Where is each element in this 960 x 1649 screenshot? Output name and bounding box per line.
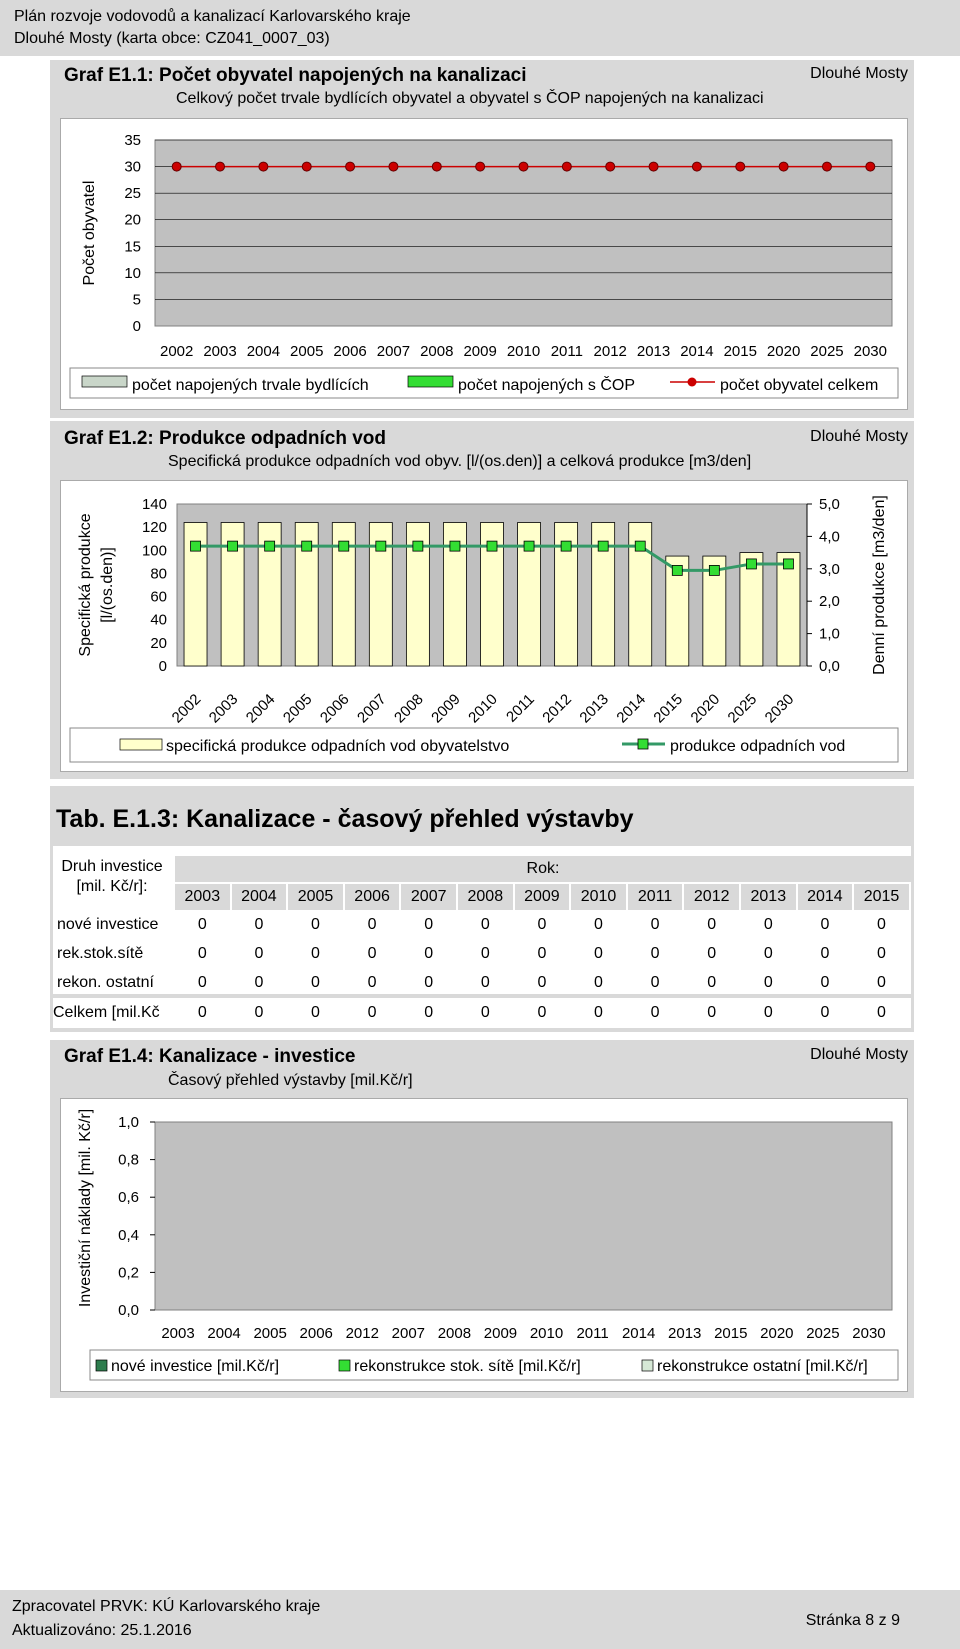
chart1-x-tick-label: 2020 — [766, 343, 801, 360]
chart1-y-tick-label: 35 — [124, 132, 141, 149]
chart2-x-tick-label: 2007 — [354, 690, 390, 727]
chart2-x-tick-label: 2025 — [724, 690, 761, 727]
chart4-x-tick-label: 2025 — [806, 1325, 840, 1342]
chart2-y-tick-label: 80 — [150, 565, 167, 583]
chart1-data-point — [302, 162, 311, 171]
table-cell: 0 — [254, 974, 264, 991]
chart4-subtitle: Časový přehled výstavby [mil.Kč/r] — [168, 1072, 413, 1089]
chart1-x-tick-label: 2015 — [723, 343, 757, 360]
chart2-data-point — [635, 541, 645, 551]
chart4-y-tick-label: 0,2 — [118, 1264, 139, 1282]
chart2-y-tick-label: 120 — [141, 519, 167, 537]
chart2-bar — [740, 553, 763, 666]
chart2-data-point — [302, 541, 312, 551]
chart4-y-tick-label: 0,8 — [118, 1151, 139, 1169]
chart1-data-point — [692, 162, 701, 171]
chart1-legend-label-2: počet napojených s ČOP — [458, 377, 635, 394]
table-total-separator — [53, 994, 911, 998]
chart4-x-tick-label: 2030 — [852, 1325, 886, 1342]
chart4-x-tick-label: 2020 — [760, 1325, 794, 1342]
table-row-label: nové investice — [57, 916, 159, 933]
header-subtitle: Dlouhé Mosty (karta obce: CZ041_0007_03) — [14, 30, 330, 47]
chart2-legend-label-1: specifická produkce odpadních vod obyvatelstvo — [166, 738, 510, 755]
table-cell: 0 — [367, 974, 377, 991]
table-row-label: rek.stok.sítě — [57, 945, 144, 962]
chart2-x-tick-label: 2006 — [316, 690, 353, 727]
table-cell: 0 — [424, 916, 434, 933]
chart1-x-tick-label: 2007 — [376, 343, 411, 360]
chart2-x-tick-label: 2010 — [465, 690, 501, 727]
chart2-y-tick-label: 40 — [150, 611, 167, 629]
chart4-x-tick-label: 2007 — [391, 1325, 426, 1342]
chart2-subtitle: Specifická produkce odpadních vod obyv. [l/(os.den)] a celková produkce [m3/den] — [168, 453, 752, 470]
table-total-cell: 0 — [480, 1004, 490, 1021]
table-total-cell: 0 — [877, 1004, 886, 1021]
table-cell: 0 — [424, 945, 434, 962]
chart2-y-axis-label-2: [l/(os.den)] — [99, 547, 116, 623]
chart1-town: Dlouhé Mosty — [810, 65, 908, 82]
table-year-header: 2006 — [345, 884, 400, 910]
table-title: Tab. E.1.3: Kanalizace - časový přehled výstavby — [56, 805, 634, 833]
chart4-legend-swatch-3 — [642, 1360, 653, 1371]
chart2-data-point — [709, 565, 719, 575]
table-cell: 0 — [707, 916, 717, 933]
table-cell: 0 — [367, 916, 377, 933]
table-total-cell: 0 — [707, 1004, 717, 1021]
table-cell: 0 — [311, 916, 320, 933]
chart4-town: Dlouhé Mosty — [810, 1046, 908, 1063]
chart2-x-tick-label: 2004 — [242, 690, 279, 727]
table-cell: 0 — [424, 974, 434, 991]
chart2-data-point — [228, 541, 238, 551]
chart4-x-tick-label: 2011 — [576, 1325, 609, 1342]
chart4-x-tick-label: 2005 — [253, 1325, 287, 1342]
chart2-title: Graf E1.2: Produkce odpadních vod — [64, 428, 387, 449]
table-cell: 0 — [594, 916, 603, 933]
chart2-x-tick-label: 2005 — [279, 690, 316, 727]
chart1-legend-label-3: počet obyvatel celkem — [720, 377, 879, 394]
chart1-y-tick-label: 5 — [132, 291, 141, 309]
table-row-label: rekon. ostatní — [57, 974, 154, 991]
chart2-y2-tick-label: 5,0 — [819, 496, 840, 513]
chart4-legend-label-1: nové investice [mil.Kč/r] — [111, 1358, 280, 1375]
chart1-x-tick-label: 2010 — [506, 343, 541, 360]
chart2-data-point — [672, 565, 682, 575]
table-cell: 0 — [311, 945, 320, 962]
chart2-y2-tick-label: 2,0 — [819, 593, 840, 611]
chart2-data-point — [598, 541, 608, 551]
chart2-x-tick-label: 2013 — [576, 690, 613, 727]
chart2-y2-tick-label: 4,0 — [819, 528, 840, 546]
table-year-header: 2013 — [741, 884, 796, 910]
table-cell: 0 — [594, 945, 603, 962]
chart1-y-axis-label: Počet obyvatel — [81, 180, 98, 286]
chart4-legend-swatch-1 — [96, 1360, 107, 1371]
chart1-legend-swatch-2 — [408, 376, 453, 387]
table-year-header: 2012 — [684, 884, 739, 910]
chart4-x-tick-label: 2012 — [345, 1325, 379, 1342]
table-cell: 0 — [367, 945, 377, 962]
chart1-data-point — [259, 162, 268, 171]
chart2-town: Dlouhé Mosty — [810, 428, 908, 445]
chart2-svg — [60, 480, 906, 770]
chart2-x-tick-label: 2014 — [613, 690, 650, 727]
chart1-data-point — [346, 162, 355, 171]
table-total-cell: 0 — [197, 1004, 207, 1021]
chart2-x-tick-label: 2020 — [687, 690, 724, 727]
table-cell: 0 — [197, 916, 207, 933]
table-cell: 0 — [820, 916, 830, 933]
chart4-x-tick-label: 2010 — [529, 1325, 564, 1342]
chart1-x-tick-label: 2006 — [333, 343, 367, 360]
chart2-y2-tick-label: 1,0 — [819, 625, 840, 643]
chart2-data-point — [339, 541, 349, 551]
table-cell: 0 — [650, 974, 660, 991]
table-year-header: 2009 — [515, 884, 570, 910]
chart1-title: Graf E1.1: Počet obyvatel napojených na kanalizaci — [64, 65, 527, 86]
chart4-y-tick-label: 0,4 — [118, 1226, 139, 1244]
chart4-x-tick-label: 2003 — [161, 1325, 195, 1342]
chart1-subtitle: Celkový počet trvale bydlících obyvatel a obyvatel s ČOP napojených na kanalizaci — [176, 90, 764, 107]
chart1-data-point — [476, 162, 485, 171]
chart2-data-point — [561, 541, 571, 551]
chart1-data-point — [736, 162, 745, 171]
chart1-y-tick-label: 15 — [124, 238, 141, 256]
chart4-x-tick-label: 2013 — [668, 1325, 702, 1342]
table-year-header: 2008 — [458, 884, 513, 910]
chart2-y-tick-label: 60 — [150, 588, 167, 606]
chart2-data-point — [376, 541, 386, 551]
chart1-x-tick-label: 2013 — [636, 343, 671, 360]
table-total-cell: 0 — [650, 1004, 660, 1021]
header-title: Plán rozvoje vodovodů a kanalizací Karlovarského kraje — [14, 8, 411, 25]
table-cell: 0 — [311, 974, 320, 991]
chart2-data-point — [450, 541, 460, 551]
table-total-cell: 0 — [254, 1004, 264, 1021]
chart1-legend-label-1: počet napojených trvale bydlících — [132, 377, 369, 394]
chart1-x-tick-label: 2004 — [246, 343, 281, 360]
chart1-x-tick-label: 2030 — [853, 343, 888, 360]
chart4-x-tick-label: 2015 — [714, 1325, 748, 1342]
chart4-legend-swatch-2 — [339, 1360, 350, 1371]
chart2-y-tick-label: 100 — [141, 542, 167, 560]
table-cell: 0 — [820, 974, 830, 991]
table-total-cell: 0 — [367, 1004, 377, 1021]
chart4-x-tick-label: 2009 — [483, 1325, 518, 1342]
chart1-data-point — [822, 162, 831, 171]
chart2-x-tick-label: 2030 — [761, 690, 798, 727]
chart2-x-tick-label: 2011 — [503, 690, 538, 726]
chart2-y-tick-label: 20 — [150, 634, 167, 652]
table-cell: 0 — [763, 974, 773, 991]
table-cell: 0 — [877, 974, 886, 991]
table-cell: 0 — [650, 945, 660, 962]
chart4-x-tick-label: 2014 — [621, 1325, 656, 1342]
chart2-data-point — [191, 541, 201, 551]
chart4-plot-area — [155, 1122, 892, 1310]
chart1-data-point — [779, 162, 788, 171]
table-year-header: 2015 — [854, 884, 909, 910]
chart2-y2-axis-label: Denní produkce [m3/den] — [871, 495, 888, 675]
page-header — [0, 0, 960, 56]
table-total-cell: 0 — [537, 1004, 547, 1021]
chart4-legend-label-2: rekonstrukce stok. sítě [mil.Kč/r] — [354, 1358, 581, 1375]
chart2-legend-swatch-1 — [120, 739, 162, 750]
table-cell: 0 — [480, 974, 490, 991]
chart1-legend-swatch-1 — [82, 376, 127, 387]
table-year-header: 2007 — [401, 884, 456, 910]
chart1-legend-marker-3 — [688, 378, 697, 387]
table-year-header: 2011 — [628, 884, 683, 910]
table-cell: 0 — [707, 974, 717, 991]
chart2-x-tick-label: 2002 — [168, 690, 205, 727]
chart2-y-tick-label: 0 — [158, 658, 167, 675]
chart1-x-tick-label: 2014 — [680, 343, 714, 360]
chart1-data-point — [432, 162, 441, 171]
chart1-y-tick-label: 30 — [124, 158, 141, 176]
chart4-y-tick-label: 0,0 — [118, 1302, 139, 1319]
table-cell: 0 — [254, 945, 264, 962]
table-year-header: 2003 — [175, 884, 230, 910]
table-cell: 0 — [763, 916, 773, 933]
table-total-cell: 0 — [311, 1004, 320, 1021]
chart2-y-tick-label: 140 — [141, 496, 167, 513]
table-total-cell: 0 — [594, 1004, 603, 1021]
page-footer — [0, 1590, 960, 1649]
table-year-header: 2005 — [288, 884, 343, 910]
chart1-data-point — [866, 162, 875, 171]
footer-updated: Aktualizováno: 25.1.2016 — [12, 1622, 192, 1639]
table-total-label: Celkem [mil.Kč — [53, 1004, 160, 1021]
chart1-data-point — [606, 162, 615, 171]
chart4-x-tick-label: 2004 — [207, 1325, 241, 1342]
chart2-data-point — [487, 541, 497, 551]
investment-table — [53, 856, 911, 1026]
chart2-legend-label-2: produkce odpadních vod — [670, 738, 846, 755]
chart1-x-tick-label: 2011 — [550, 343, 583, 360]
chart1-x-tick-label: 2009 — [463, 343, 497, 360]
chart2-data-point — [265, 541, 275, 551]
chart2-x-tick-label: 2008 — [391, 690, 427, 727]
table-cell: 0 — [877, 916, 886, 933]
chart1-x-tick-label: 2008 — [420, 343, 454, 360]
chart1-data-point — [389, 162, 398, 171]
chart1-y-tick-label: 10 — [124, 264, 141, 282]
chart2-y-axis-label-1: Specifická produkce — [77, 513, 94, 657]
table-head-unit: [mil. Kč/r]: — [76, 878, 148, 895]
table-cell: 0 — [197, 945, 207, 962]
chart2-data-point — [524, 541, 534, 551]
table-cell: 0 — [650, 916, 660, 933]
chart1-data-point — [519, 162, 528, 171]
chart4-y-axis-label: Investiční náklady [mil. Kč/r] — [77, 1108, 94, 1308]
chart1-data-point — [562, 162, 571, 171]
table-cell: 0 — [537, 916, 547, 933]
chart1-x-tick-label: 2002 — [159, 343, 194, 360]
chart2-x-tick-label: 2003 — [205, 690, 242, 727]
footer-page-number: Stránka 8 z 9 — [805, 1612, 900, 1629]
chart1-x-tick-label: 2005 — [290, 343, 324, 360]
table-cell: 0 — [537, 945, 547, 962]
chart1-x-tick-label: 2012 — [593, 343, 627, 360]
chart2-y2-tick-label: 0,0 — [819, 658, 840, 675]
chart2-bar — [777, 553, 800, 666]
table-cell: 0 — [763, 945, 773, 962]
table-cell: 0 — [537, 974, 547, 991]
chart1-data-point — [216, 162, 225, 171]
table-cell: 0 — [480, 916, 490, 933]
chart1-x-tick-label: 2003 — [203, 343, 237, 360]
table-cell: 0 — [594, 974, 603, 991]
footer-processor: Zpracovatel PRVK: KÚ Karlovarského kraje — [12, 1598, 321, 1615]
chart2-x-tick-label: 2012 — [539, 690, 575, 727]
table-year-header: 2014 — [798, 884, 853, 910]
chart1-y-tick-label: 25 — [124, 185, 141, 203]
table-cell: 0 — [877, 945, 886, 962]
table-head-investment-type: Druh investice — [61, 858, 163, 875]
chart2-legend-marker-2 — [638, 739, 648, 749]
table-head-year-label: Rok: — [175, 856, 911, 882]
chart1-data-point — [649, 162, 658, 171]
table-total-cell: 0 — [820, 1004, 830, 1021]
table-cell: 0 — [707, 945, 717, 962]
chart2-data-point — [783, 559, 793, 569]
table-cell: 0 — [480, 945, 490, 962]
table-total-cell: 0 — [424, 1004, 434, 1021]
table-cell: 0 — [254, 916, 264, 933]
chart4-title: Graf E1.4: Kanalizace - investice — [64, 1046, 356, 1067]
chart1-y-tick-label: 0 — [132, 318, 141, 335]
chart4-y-tick-label: 0,6 — [118, 1189, 139, 1207]
chart2-data-point — [746, 559, 756, 569]
table-total-cell: 0 — [763, 1004, 773, 1021]
chart4-svg — [60, 1098, 906, 1390]
table-cell: 0 — [820, 945, 830, 962]
table-year-header: 2004 — [232, 884, 287, 910]
chart2-x-tick-label: 2015 — [650, 690, 687, 727]
chart1-data-point — [172, 162, 181, 171]
chart4-legend-label-3: rekonstrukce ostatní [mil.Kč/r] — [657, 1358, 868, 1375]
chart1-y-tick-label: 20 — [124, 211, 141, 229]
chart4-x-tick-label: 2008 — [437, 1325, 472, 1342]
chart1-svg — [60, 118, 906, 408]
chart1-x-tick-label: 2025 — [810, 343, 844, 360]
chart4-y-tick-label: 1,0 — [118, 1114, 139, 1131]
table-year-header: 2010 — [571, 884, 626, 910]
chart4-x-tick-label: 2006 — [299, 1325, 333, 1342]
chart2-data-point — [413, 541, 423, 551]
chart2-y2-tick-label: 3,0 — [819, 560, 840, 578]
chart2-x-tick-label: 2009 — [428, 690, 464, 727]
table-cell: 0 — [197, 974, 207, 991]
